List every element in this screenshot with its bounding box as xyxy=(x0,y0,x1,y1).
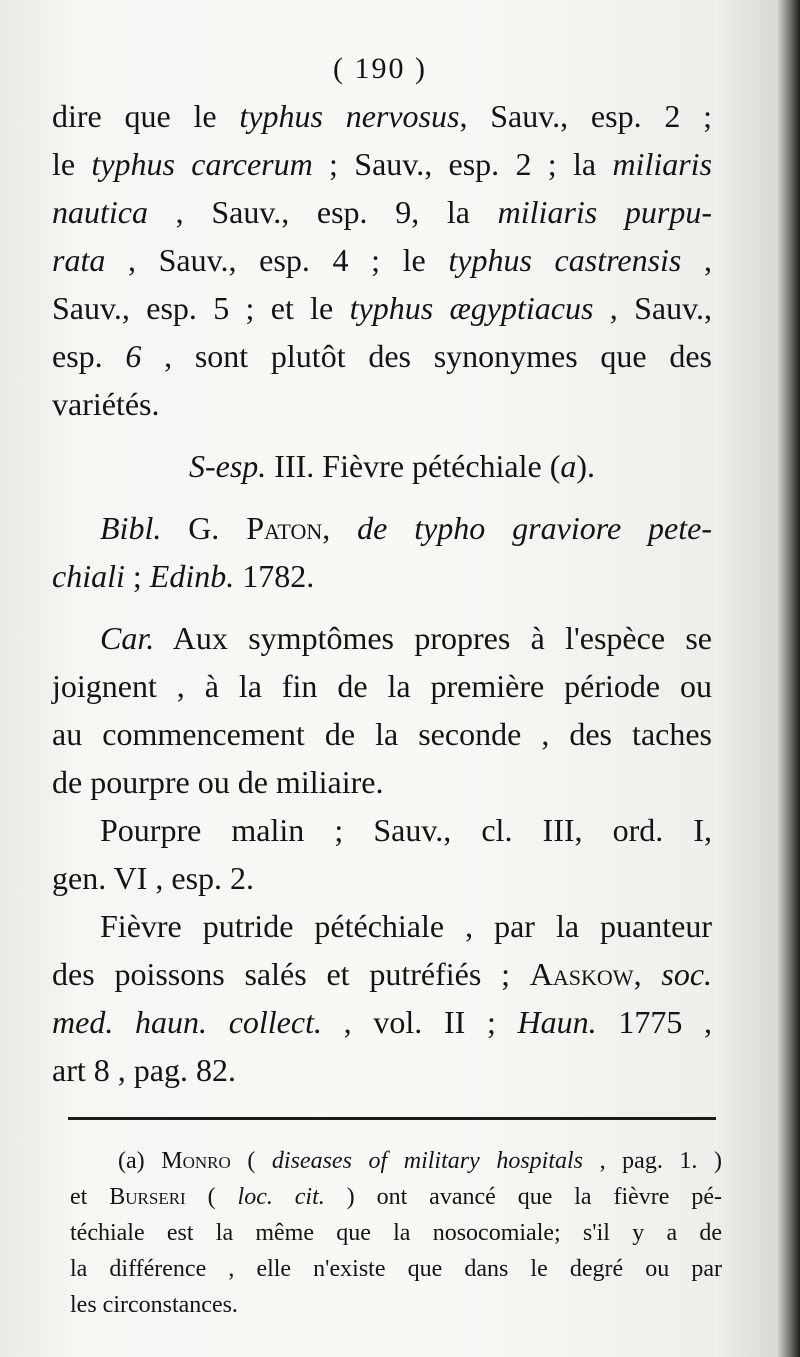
spacer xyxy=(52,428,712,442)
footnote-rule xyxy=(68,1117,716,1120)
bibliography xyxy=(52,504,712,600)
spacer xyxy=(52,490,712,504)
text-line: Pourpre malin ; Sauv., cl. III, ord. I, xyxy=(100,812,712,848)
text-line: variétés. xyxy=(52,386,160,422)
text-line: de pourpre ou de miliaire. xyxy=(52,764,384,800)
text-line: joignent , à la fin de la première période ou xyxy=(52,668,712,704)
fievre-paragraph xyxy=(52,902,712,1094)
page-edge-shadow xyxy=(778,0,800,1357)
footnote-reference: a xyxy=(560,448,577,484)
text-line: (a) Monro ( diseases of military hospitals , pag. 1. ) xyxy=(118,1148,722,1174)
text-line: rata , Sauv., esp. 4 ; le typhus castrensis , xyxy=(52,242,713,278)
text-line: Car. Aux symptômes propres à l'espèce se xyxy=(100,620,712,656)
text-line: dire que le typhus nervosus, Sauv., esp. 2 ; xyxy=(52,98,713,134)
footnote xyxy=(70,1143,722,1323)
pourpre-paragraph xyxy=(52,806,712,902)
text-line: et Burseri ( loc. cit. ) ont avancé que la fièvre pé- xyxy=(70,1184,723,1210)
main-text xyxy=(52,92,712,1094)
text-line: téchiale est la même que la nosocomiale; s'il y a de xyxy=(70,1220,722,1246)
section-heading: S-esp. III. Fièvre pétéchiale (a). xyxy=(188,448,596,484)
text-line: le typhus carcerum ; Sauv., esp. 2 ; la miliaris xyxy=(52,146,713,182)
text-line: art 8 , pag. 82. xyxy=(52,1052,236,1088)
text-line: chiali ; Edinb. 1782. xyxy=(52,558,315,594)
text-line: la différence , elle n'existe que dans le degré ou par xyxy=(70,1256,722,1282)
characters-paragraph xyxy=(52,614,712,806)
text-line: Fièvre putride pétéchiale , par la puanteur xyxy=(100,908,712,944)
text-line: esp. 6 , sont plutôt des synonymes que des xyxy=(52,338,713,374)
paragraph-varieties xyxy=(52,92,712,428)
text-line: Sauv., esp. 5 ; et le typhus ægyptiacus , Sauv., xyxy=(52,290,713,326)
text-line: med. haun. collect. , vol. II ; Haun. 1775 , xyxy=(52,1004,713,1040)
text-line: nautica , Sauv., esp. 9, la miliaris purpu- xyxy=(52,194,713,230)
text-line: les circonstances. xyxy=(70,1292,238,1318)
spacer xyxy=(52,600,712,614)
text-line: Bibl. G. Paton, de typho graviore pete- xyxy=(100,510,713,546)
text-line: gen. VI , esp. 2. xyxy=(52,860,255,896)
text-line: au commencement de la seconde , des taches xyxy=(52,716,712,752)
page-number: ( 190 ) xyxy=(333,52,427,85)
text-line: des poissons salés et putréfiés ; Aaskow, soc. xyxy=(52,956,713,992)
